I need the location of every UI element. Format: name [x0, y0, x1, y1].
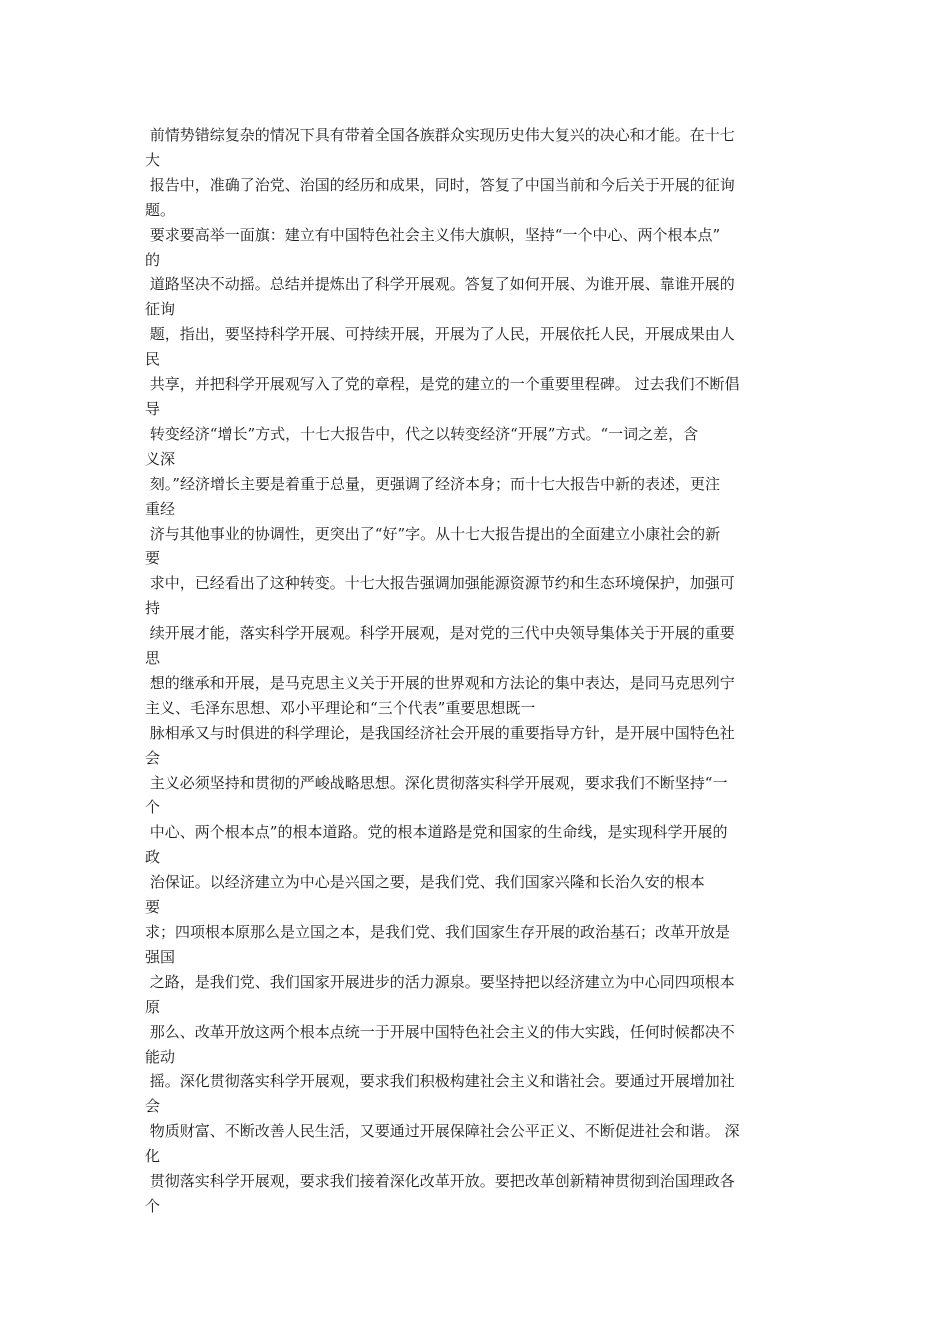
paragraph-22: 贯彻落实科学开展观，要求我们接着深化改革开放。要把改革创新精神贯彻到治国理政各 个 [145, 1172, 735, 1215]
paragraph-14: 主义必须坚持和贯彻的严峻战略思想。深化贯彻落实科学开展观，要求我们不断坚持“一 个 [145, 773, 728, 817]
paragraph-18: 之路，是我们党、我们国家开展进步的活力源泉。要坚持把以经济建立为中心同四项根本 原 [145, 972, 735, 1016]
paragraph-17: 求；四项根本原那么是立国之本，是我们党、我们国家生存开展的政治基石；改革开放是 强国 [145, 923, 731, 966]
paragraph-19: 那么、改革开放这两个根本点统一于开展中国特色社会主义的伟大实践，任何时候都决不 能动 [145, 1022, 735, 1066]
paragraph-1: 前情势错综复杂的情况下具有带着全国各族群众实现历史伟大复兴的决心和才能。在十七 大 [145, 126, 735, 169]
document-body [145, 123, 810, 1219]
paragraph-4: 道路坚决不动摇。总结并提炼出了科学开展观。答复了如何开展、为谁开展、靠谁开展的 征询 [145, 275, 735, 319]
paragraph-7: 转变经济“增长”方式，十七大报告中，代之以转变经济“开展”方式。“一词之差，含 义深 [145, 424, 699, 468]
paragraph-9: 济与其他事业的协调性，更突出了“好”字。从十七大报告提出的全面建立小康社会的新 要 [145, 524, 721, 568]
paragraph-2: 报告中，准确了治党、治国的经历和成果，同时，答复了中国当前和今后关于开展的征询 题。 [145, 175, 735, 219]
paragraph-16: 治保证。以经济建立为中心是兴国之要，是我们党、我们国家兴隆和长治久安的根本 要 [145, 873, 705, 917]
paragraph-5: 题，指出，要坚持科学开展、可持续开展，开展为了人民，开展依托人民，开展成果由人 民 [145, 325, 735, 369]
paragraph-11: 续开展才能，落实科学开展观。科学开展观，是对党的三代中央领导集体关于开展的重要 思 [145, 624, 735, 668]
paragraph-13: 脉相承又与时俱进的科学理论，是我国经济社会开展的重要指导方针，是开展中国特色社 会 [145, 723, 735, 767]
paragraph-12: 想的继承和开展，是马克思主义关于开展的世界观和方法论的集中表达，是同马克思列宁 主义、毛泽东思想、邓小平理论和“三个代表”重要思想既一 [145, 673, 735, 717]
paragraph-20: 摇。深化贯彻落实科学开展观，要求我们积极构建社会主义和谐社会。要通过开展增加社 会 [145, 1072, 735, 1116]
paragraph-3: 要求要高举一面旗：建立有中国特色社会主义伟大旗帜，坚持“一个中心、两个根本点” 的 [145, 225, 721, 269]
paragraph-21: 物质财富、不断改善人民生活，又要通过开展保障社会公平正义、不断促进社会和谐。 深 化 [145, 1122, 740, 1166]
paragraph-6: 共享，并把科学开展观写入了党的章程，是党的建立的一个重要里程碑。 过去我们不断倡 导 [145, 375, 740, 418]
paragraph-10: 求中，已经看出了这种转变。十七大报告强调加强能源资源节约和生态环境保护，加强可 持 [145, 574, 735, 618]
paragraph-8: 刻。”经济增长主要是着重于总量，更强调了经济本身；而十七大报告中新的表述，更注 重经 [145, 474, 720, 518]
paragraph-15: 中心、两个根本点”的根本道路。党的根本道路是党和国家的生命线，是实现科学开展的 政 [145, 823, 728, 867]
